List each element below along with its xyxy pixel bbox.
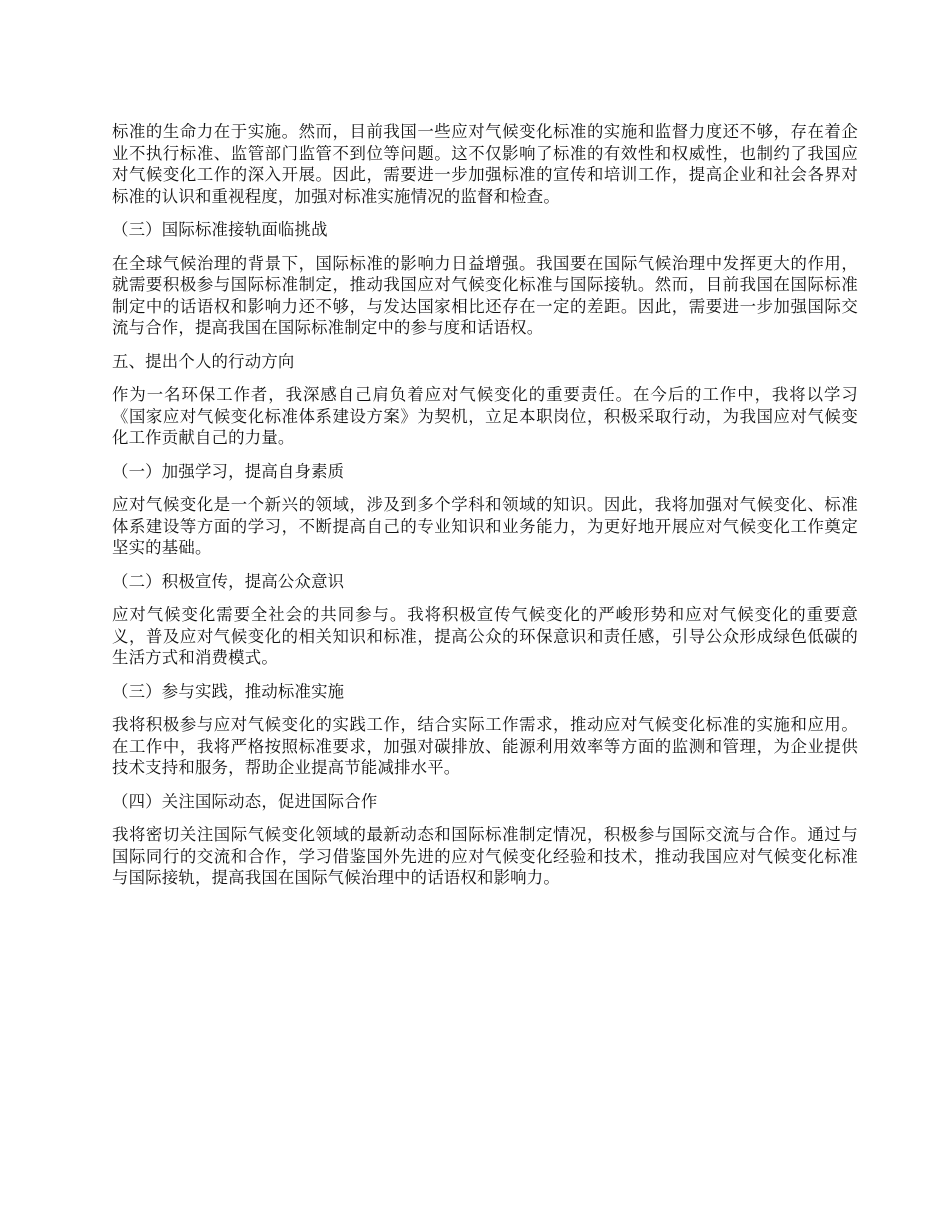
paragraph-standards-implementation: 标准的生命力在于实施。然而，目前我国一些应对气候变化标准的实施和监督力度还不够，存在着企业不执行标准、监管部门监管不到位等问题。这不仅影响了标准的有效性和权威性，也制约了我国应对气候变化工作的深入开展。因此，需要进一步加强标准的宣传和培训工作，提高企业和社会各界对标准的认识和重视程度，加强对标准实施情况的监督和检查。 (112, 122, 858, 206)
heading-public-awareness: （二）积极宣传，提高公众意识 (112, 571, 345, 591)
heading-practice-implementation: （三）参与实践，推动标准实施 (112, 681, 345, 701)
paragraph-public-awareness: 应对气候变化需要全社会的共同参与。我将积极宣传气候变化的严峻形势和应对气候变化的重要意义，普及应对气候变化的相关知识和标准，提高公众的环保意识和责任感，引导公众形成绿色低碳的生活方式和消费模式。 (112, 605, 858, 667)
paragraph-strengthen-learning: 应对气候变化是一个新兴的领域，涉及到多个学科和领域的知识。因此，我将加强对气候变化、标准体系建设等方面的学习，不断提高自己的专业知识和业务能力，为更好地开展应对气候变化工作奠定坚实的基础。 (112, 495, 858, 557)
heading-international-standards-challenge: （三）国际标准接轨面临挑战 (112, 220, 328, 239)
paragraph-personal-responsibility: 作为一名环保工作者，我深感自己肩负着应对气候变化的重要责任。在今后的工作中，我将以学习《国家应对气候变化标准体系建设方案》为契机，立足本职岗位，积极采取行动，为我国应对气候变化工作贡献自己的力量。 (112, 385, 858, 447)
heading-strengthen-learning: （一）加强学习，提高自身素质 (112, 461, 345, 481)
heading-international-cooperation: （四）关注国际动态，促进国际合作 (112, 791, 378, 811)
heading-personal-action-direction: 五、提出个人的行动方向 (112, 351, 295, 371)
paragraph-practice-implementation: 我将积极参与应对气候变化的实践工作，结合实际工作需求，推动应对气候变化标准的实施和应用。在工作中，我将严格按照标准要求，加强对碳排放、能源利用效率等方面的监测和管理，为企业提供技术支持和服务，帮助企业提高节能减排水平。 (112, 715, 858, 777)
paragraph-international-standards: 在全球气候治理的背景下，国际标准的影响力日益增强。我国要在国际气候治理中发挥更大的作用，就需要积极参与国际标准制定，推动我国应对气候变化标准与国际接轨。然而，目前我国在国际标准制定中的话语权和影响力还不够，与发达国家相比还存在一定的差距。因此，需要进一步加强国际交流与合作，提高我国在国际标准制定中的参与度和话语权。 (112, 253, 858, 337)
document-page (112, 121, 858, 901)
paragraph-international-cooperation: 我将密切关注国际气候变化领域的最新动态和国际标准制定情况，积极参与国际交流与合作。通过与国际同行的交流和合作，学习借鉴国外先进的应对气候变化经验和技术，推动我国应对气候变化标准与国际接轨，提高我国在国际气候治理中的话语权和影响力。 (112, 825, 858, 887)
